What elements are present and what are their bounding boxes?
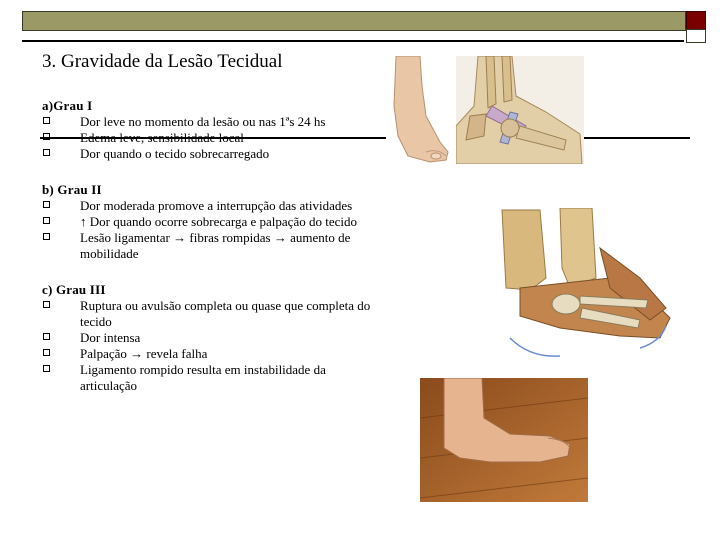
accent-square-white <box>686 29 706 43</box>
slide-title: 3. Gravidade da Lesão Tecidual <box>42 51 283 72</box>
grade-1-heading: a)Grau I <box>42 98 93 113</box>
foot-side-view-image <box>386 56 458 174</box>
square-bullet-icon <box>43 201 50 208</box>
list-item: Dor leve no momento da lesão ou nas 1ªs 24 hs <box>42 114 374 130</box>
square-bullet-icon <box>43 365 50 372</box>
square-bullet-icon <box>43 233 50 240</box>
foot-skeleton-ligament-image <box>500 208 672 364</box>
list-item: Dor moderada promove a interrupção das atividades <box>42 198 374 214</box>
accent-square-red <box>686 11 706 31</box>
list-item: Palpação → revela falha <box>42 346 374 362</box>
square-bullet-icon <box>43 133 50 140</box>
square-bullet-icon <box>43 117 50 124</box>
square-bullet-icon <box>43 149 50 156</box>
square-bullet-icon <box>43 301 50 308</box>
grade-3-heading: c) Grau III <box>42 282 106 297</box>
square-bullet-icon <box>43 349 50 356</box>
ankle-ligament-anatomy-image <box>456 56 584 164</box>
list-item: Lesão ligamentar → fibras rompidas → aumento de mobilidade <box>42 230 374 262</box>
list-item: Dor quando o tecido sobrecarregado <box>42 146 374 162</box>
grade-2-heading: b) Grau II <box>42 182 102 197</box>
swollen-foot-photo <box>420 378 588 502</box>
square-bullet-icon <box>43 333 50 340</box>
list-item: Ligamento rompido resulta em instabilidade da articulação <box>42 362 374 394</box>
list-item: ↑ Dor quando ocorre sobrecarga e palpação do tecido <box>42 214 374 230</box>
header-bar <box>22 11 686 31</box>
header-rule <box>22 40 684 42</box>
list-item: Ruptura ou avulsão completa ou quase que completa do tecido <box>42 298 374 330</box>
list-item: Dor intensa <box>42 330 374 346</box>
slide-content <box>42 98 374 394</box>
square-bullet-icon <box>43 217 50 224</box>
list-item: Edema leve, sensibilidade local <box>42 130 374 146</box>
